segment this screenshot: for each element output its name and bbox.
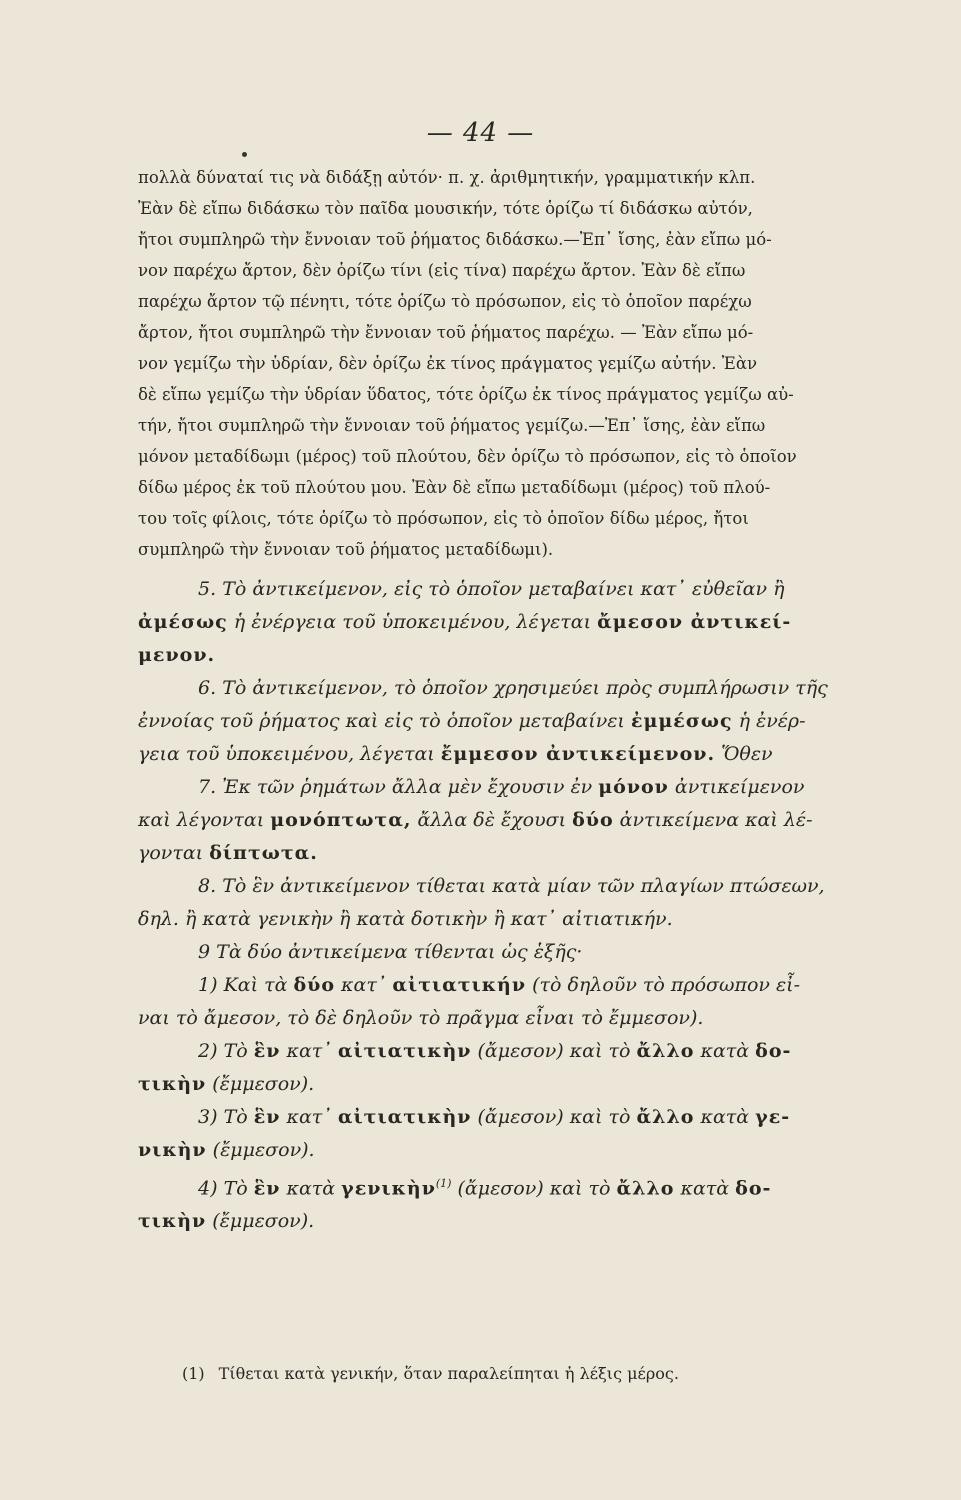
section-number: 8. bbox=[198, 875, 217, 897]
section-6 bbox=[138, 672, 908, 771]
section-number: 5. bbox=[198, 578, 217, 600]
text-line: δίδω μέρος ἐκ τοῦ πλούτου μου. Ἐὰν δὲ εἴπω μεταδίδωμι (μέρος) τοῦ πλού- bbox=[138, 478, 771, 497]
text-line: του τοῖς φίλοις, τότε ὁρίζω τὸ πρόσωπον, εἰς τὸ ὁποῖον δίδω μέρος, ἤτοι bbox=[138, 509, 749, 528]
text-span: κατὰ bbox=[280, 1177, 342, 1200]
text-span: (ἔμμεσον). bbox=[206, 1210, 315, 1233]
text-span: Τὸ bbox=[223, 1177, 254, 1200]
emphasis: γε- bbox=[755, 1106, 791, 1128]
text-line bbox=[138, 1035, 908, 1068]
text-span: κατὰ bbox=[674, 1177, 736, 1200]
text-line: νον γεμίζω τὴν ὑδρίαν, δὲν ὁρίζω ἐκ τίνος πράγματος γεμίζω αὐτήν. Ἐὰν bbox=[138, 354, 757, 373]
text-span: κατ᾽ bbox=[335, 974, 393, 996]
text-span: κατὰ bbox=[694, 1106, 756, 1128]
text-span: γεια τοῦ ὑποκειμένου, λέγεται bbox=[138, 743, 441, 765]
text-span: κατὰ bbox=[694, 1040, 756, 1062]
text-line: πολλὰ δύναταί τις νὰ διδάξῃ αὐτόν· π. χ. ἀριθμητικήν, γραμματικήν κλπ. bbox=[138, 168, 756, 187]
text-span: ἐννοίας τοῦ ῥήματος καὶ εἰς τὸ ὁποῖον μεταβαίνει bbox=[138, 710, 631, 732]
footnote-mark: (1) bbox=[182, 1364, 205, 1383]
text-line: ναι τὸ ἄμεσον, τὸ δὲ δηλοῦν τὸ πρᾶγμα εἶναι τὸ ἔμμεσον). bbox=[138, 1007, 704, 1029]
text-span: γονται bbox=[138, 842, 210, 864]
emphasis: τικὴν bbox=[138, 1073, 207, 1095]
section-8 bbox=[138, 870, 908, 936]
text-line bbox=[138, 771, 908, 804]
text-line bbox=[138, 1101, 908, 1134]
emphasis: ἓν bbox=[253, 1040, 281, 1062]
list-item bbox=[138, 1035, 908, 1101]
text-span: (ἄμεσον) καὶ τὸ bbox=[471, 1040, 637, 1062]
emphasis: ἄλλο bbox=[636, 1040, 695, 1062]
footnote-ref: (1) bbox=[435, 1177, 452, 1190]
text-line bbox=[138, 672, 908, 705]
emphasis: δίπτωτα. bbox=[209, 842, 318, 864]
text-span: Τὸ bbox=[223, 1040, 254, 1062]
text-line bbox=[138, 1134, 908, 1167]
text-line: ἄρτον, ἤτοι συμπληρῶ τὴν ἔννοιαν τοῦ ῥήματος παρέχω. — Ἐὰν εἴπω μό- bbox=[138, 323, 754, 342]
emphasis: ἄλλο bbox=[616, 1177, 675, 1200]
text-line: Ἐὰν δὲ εἴπω διδάσκω τὸν παῖδα μουσικήν, τότε ὁρίζω τί διδάσκω αὐτόν, bbox=[138, 199, 753, 218]
text-line bbox=[138, 1167, 908, 1205]
text-span: Τὸ bbox=[223, 1106, 254, 1128]
intro-paragraph bbox=[138, 162, 908, 565]
emphasis: δο- bbox=[735, 1177, 772, 1200]
text-span: Ἐκ τῶν ῥημάτων ἄλλα μὲν ἔχουσιν ἐν bbox=[222, 776, 599, 798]
emphasis: γενικὴν bbox=[341, 1177, 436, 1200]
text-span: (ἔμμεσον). bbox=[206, 1073, 315, 1095]
text-line: νον παρέχω ἄρτον, δὲν ὁρίζω τίνι (εἰς τίνα) παρέχω ἄρτον. Ἐὰν δὲ εἴπω bbox=[138, 261, 746, 280]
text-line bbox=[138, 705, 908, 738]
text-span: ἀντικείμενα καὶ λέ- bbox=[613, 809, 813, 831]
emphasis: μόνον bbox=[598, 776, 669, 798]
emphasis: ἓν bbox=[253, 1177, 281, 1200]
text-span: Καὶ τὰ bbox=[223, 974, 294, 996]
text-span: Τὸ ἓν ἀντικείμενον τίθεται κατὰ μίαν τῶν πλαγίων πτώσεων, bbox=[222, 875, 825, 897]
text-span: κατ᾽ bbox=[280, 1106, 338, 1128]
section-number: 6. bbox=[198, 677, 217, 699]
text-line: συμπληρῶ τὴν ἔννοιαν τοῦ ῥήματος μεταδίδωμι). bbox=[138, 540, 554, 559]
text-span: ἀντικείμενον bbox=[668, 776, 805, 798]
text-line: παρέχω ἄρτον τῷ πένητι, τότε ὁρίζω τὸ πρόσωπον, εἰς τὸ ὁποῖον παρέχω bbox=[138, 292, 752, 311]
text-line bbox=[138, 1068, 908, 1101]
text-line: δὲ εἴπω γεμίζω τὴν ὑδρίαν ὕδατος, τότε ὁρίζω ἐκ τίνος πράγματος γεμίζω αὐ- bbox=[138, 385, 794, 404]
text-line bbox=[138, 837, 908, 870]
emphasis: δο- bbox=[755, 1040, 792, 1062]
emphasis: ἀμέσως bbox=[138, 611, 228, 633]
text-line: μόνον μεταδίδωμι (μέρος) τοῦ πλούτου, δὲν ὁρίζω τὸ πρόσωπον, εἰς τὸ ὁποῖον bbox=[138, 447, 797, 466]
emphasis: μενον. bbox=[138, 644, 216, 666]
text-line bbox=[138, 804, 908, 837]
emphasis: μονόπτωτα, bbox=[270, 809, 412, 831]
section-9 bbox=[138, 936, 908, 969]
text-line bbox=[138, 738, 908, 771]
item-number: 3) bbox=[198, 1106, 218, 1128]
list-item bbox=[138, 1101, 908, 1167]
emphasis: δύο bbox=[293, 974, 335, 996]
text-line bbox=[138, 573, 908, 606]
footnote-text: Τίθεται κατὰ γενικήν, ὅταν παραλείπηται ἡ λέξις μέρος. bbox=[218, 1364, 679, 1383]
emphasis: δύο bbox=[572, 809, 614, 831]
text-span: ἄλλα δὲ ἔχουσι bbox=[411, 809, 573, 831]
text-span: κατ᾽ bbox=[280, 1040, 338, 1062]
text-span: ἡ ἐνέργεια τοῦ ὑποκειμένου, λέγεται bbox=[227, 611, 598, 633]
emphasis: ἄλλο bbox=[636, 1106, 695, 1128]
emphasis: ἔμμεσον ἀντικείμενον. bbox=[440, 743, 716, 765]
section-5 bbox=[138, 573, 908, 672]
emphasis: αἰτιατικὴν bbox=[337, 1106, 472, 1128]
text-line bbox=[138, 606, 908, 639]
ink-speck bbox=[242, 152, 247, 157]
list-item bbox=[138, 1167, 908, 1238]
text-line: ἤτοι συμπληρῶ τὴν ἔννοιαν τοῦ ῥήματος διδάσκω.—Ἐπ᾽ ἴσης, ἐὰν εἴπω μό- bbox=[138, 230, 772, 249]
text-span: (τὸ δηλοῦν τὸ πρόσωπον εἶ- bbox=[526, 974, 801, 996]
text-line: τήν, ἤτοι συμπληρῶ τὴν ἔννοιαν τοῦ ῥήματος γεμίζω.—Ἐπ᾽ ἴσης, ἐὰν εἴπω bbox=[138, 416, 766, 435]
text-line bbox=[138, 936, 908, 969]
text-line bbox=[138, 1205, 908, 1238]
text-line bbox=[138, 969, 908, 1002]
text-line: δηλ. ἢ κατὰ γενικὴν ἢ κατὰ δοτικὴν ἢ κατ᾽ αἰτιατικήν. bbox=[138, 908, 673, 930]
text-line bbox=[138, 639, 908, 672]
emphasis: νικὴν bbox=[138, 1139, 207, 1161]
item-number: 4) bbox=[198, 1177, 218, 1200]
text-span: (ἄμεσον) καὶ τὸ bbox=[471, 1106, 637, 1128]
emphasis: ἄμεσον ἀντικεί- bbox=[597, 611, 792, 633]
emphasis: τικὴν bbox=[138, 1210, 207, 1233]
emphasis: ἓν bbox=[253, 1106, 281, 1128]
section-7 bbox=[138, 771, 908, 870]
text-span: καὶ λέγονται bbox=[138, 809, 271, 831]
text-span: Τὸ ἀντικείμενον, εἰς τὸ ὁποῖον μεταβαίνει κατ᾽ εὐθεῖαν ἢ bbox=[222, 578, 785, 600]
text-span: Ὅθεν bbox=[715, 743, 773, 765]
list-item bbox=[138, 969, 908, 1035]
text-span: (ἄμεσον) καὶ τὸ bbox=[451, 1177, 617, 1200]
text-span: ἡ ἐνέρ- bbox=[732, 710, 806, 732]
emphasis: αἰτιατικὴν bbox=[337, 1040, 472, 1062]
item-number: 1) bbox=[198, 974, 218, 996]
emphasis: ἐμμέσως bbox=[630, 710, 733, 732]
item-number: 2) bbox=[198, 1040, 218, 1062]
text-span: Τὸ ἀντικείμενον, τὸ ὁποῖον χρησιμεύει πρὸς συμπλήρωσιν τῆς bbox=[222, 677, 828, 699]
text-line bbox=[138, 870, 908, 903]
footnote bbox=[182, 1360, 882, 1388]
emphasis: αἰτιατικήν bbox=[392, 974, 527, 996]
text-span: Τὰ δύο ἀντικείμενα τίθενται ὡς ἑξῆς· bbox=[216, 941, 583, 963]
section-number: 7. bbox=[198, 776, 217, 798]
text-span: (ἔμμεσον). bbox=[206, 1139, 315, 1161]
section-number: 9 bbox=[198, 941, 211, 963]
page-number: — 44 — bbox=[426, 118, 535, 148]
main-text bbox=[138, 162, 908, 1238]
